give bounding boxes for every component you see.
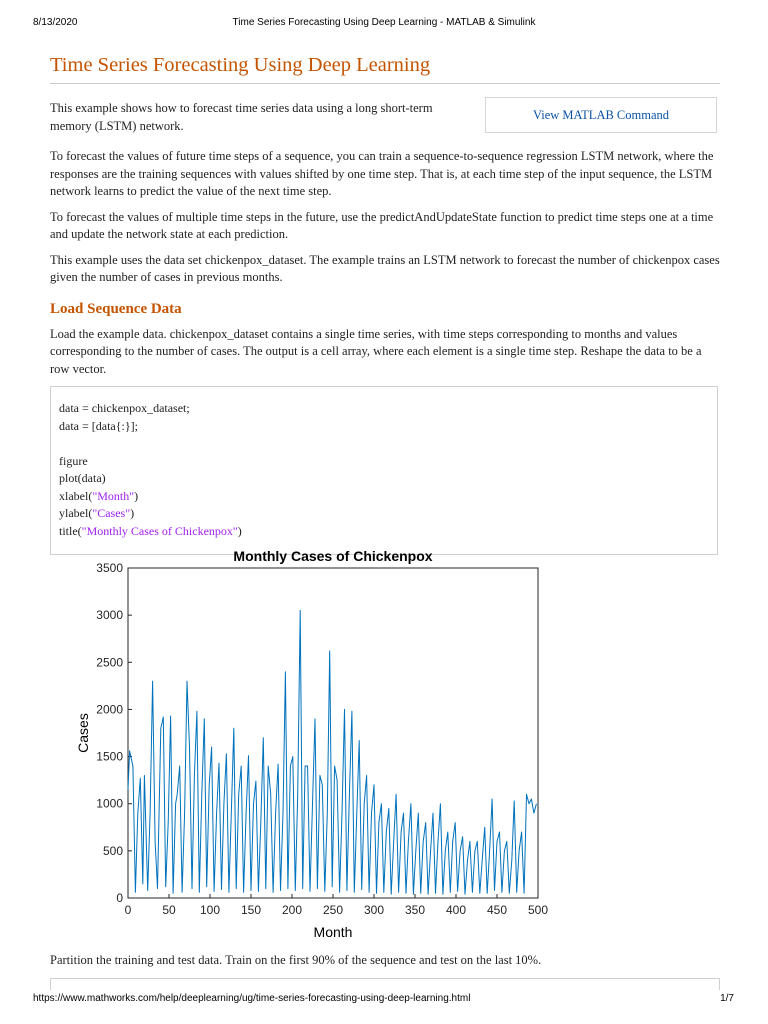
code-blank-line xyxy=(59,435,709,453)
y-axis-label: Cases xyxy=(75,713,91,753)
code-paren: ) xyxy=(237,523,242,538)
x-tick-label: 0 xyxy=(124,903,132,917)
code-line xyxy=(59,505,709,523)
view-matlab-command-button[interactable]: View MATLAB Command xyxy=(485,97,717,133)
chickenpox-chart xyxy=(68,540,558,942)
code-string: "Monthly Cases of Chickenpox" xyxy=(81,523,238,538)
next-code-block xyxy=(50,978,720,990)
paragraph-dataset: This example uses the data set chickenpox_dataset. The example trains an LSTM network to forecast the number of chickenpox cases given the number of cases in previous months. xyxy=(50,252,720,284)
y-tick-label: 1500 xyxy=(96,749,123,764)
print-date: 8/13/2020 xyxy=(33,17,78,28)
code-line xyxy=(59,523,709,541)
code-paren: ) xyxy=(134,488,139,503)
y-tick-label: 3500 xyxy=(96,561,123,575)
x-tick-label: 200 xyxy=(281,903,303,917)
print-url: https://www.mathworks.com/help/deeplearning/ug/time-series-forecasting-using-deep-learning.html xyxy=(33,993,471,1004)
code-fn: title( xyxy=(59,523,82,538)
chart-svg xyxy=(68,540,558,942)
section-paragraph: Load the example data. chickenpox_dataset contains a single time series, with time steps corresponding to months and values corresponding to the number of cases. The output is a cell array, where each element is a single time step. Reshape the data to be a row vector. xyxy=(50,326,702,376)
paragraph-multistep: To forecast the values of multiple time steps in the future, use the predictAndUpdateState function to predict time steps one at a time and update the network state at each prediction. xyxy=(50,209,714,241)
x-tick-label: 150 xyxy=(240,903,262,917)
code-paren: ) xyxy=(130,506,135,520)
x-tick-label: 50 xyxy=(162,903,176,917)
print-page-number: 1/7 xyxy=(720,993,734,1004)
y-axis xyxy=(96,561,132,905)
y-tick-label: 2000 xyxy=(96,702,123,717)
code-line: plot(data) xyxy=(59,471,106,485)
code-block[interactable] xyxy=(50,386,718,555)
section-heading-load-data: Load Sequence Data xyxy=(50,300,182,317)
code-line: data = chickenpox_dataset; xyxy=(59,401,190,415)
intro-paragraph: This example shows how to forecast time series data using a long short-term memory (LSTM) network. xyxy=(50,101,433,133)
code-string: "Cases" xyxy=(92,506,131,520)
x-axis-label: Month xyxy=(313,924,353,940)
y-tick-label: 2500 xyxy=(96,655,123,670)
print-page-title: Time Series Forecasting Using Deep Learning - MATLAB & Simulink xyxy=(232,17,536,28)
y-tick-label: 3000 xyxy=(96,608,123,623)
page-title: Time Series Forecasting Using Deep Learning xyxy=(50,54,720,84)
code-line xyxy=(59,488,709,506)
x-tick-label: 500 xyxy=(527,903,549,917)
partition-paragraph: Partition the training and test data. Train on the first 90% of the sequence and test on the last 10%. xyxy=(50,953,542,967)
x-tick-label: 350 xyxy=(404,903,426,917)
y-tick-label: 1000 xyxy=(96,796,123,811)
chart-title: Monthly Cases of Chickenpox xyxy=(233,548,433,564)
article xyxy=(50,54,720,555)
x-tick-label: 450 xyxy=(486,903,508,917)
x-tick-label: 400 xyxy=(445,903,467,917)
y-tick-label: 0 xyxy=(116,891,123,905)
code-fn: ylabel( xyxy=(59,506,93,520)
code-fn: xlabel( xyxy=(59,488,93,503)
x-tick-label: 300 xyxy=(363,903,385,917)
x-tick-label: 250 xyxy=(322,903,344,917)
x-tick-label: 100 xyxy=(199,903,221,917)
code-string: "Month" xyxy=(92,488,135,503)
paragraph-forecast: To forecast the values of future time steps of a sequence, you can train a sequence-to-sequence regression LSTM network, where the responses are the training sequences with values shifted by one time step. That is, at each time step of the input sequence, the LSTM network learns to predict the value of the next time step. xyxy=(50,149,714,198)
code-line: figure xyxy=(59,453,88,468)
code-line: data = [data{:}]; xyxy=(59,418,138,433)
y-tick-label: 500 xyxy=(102,843,123,858)
intro-row xyxy=(50,100,720,140)
